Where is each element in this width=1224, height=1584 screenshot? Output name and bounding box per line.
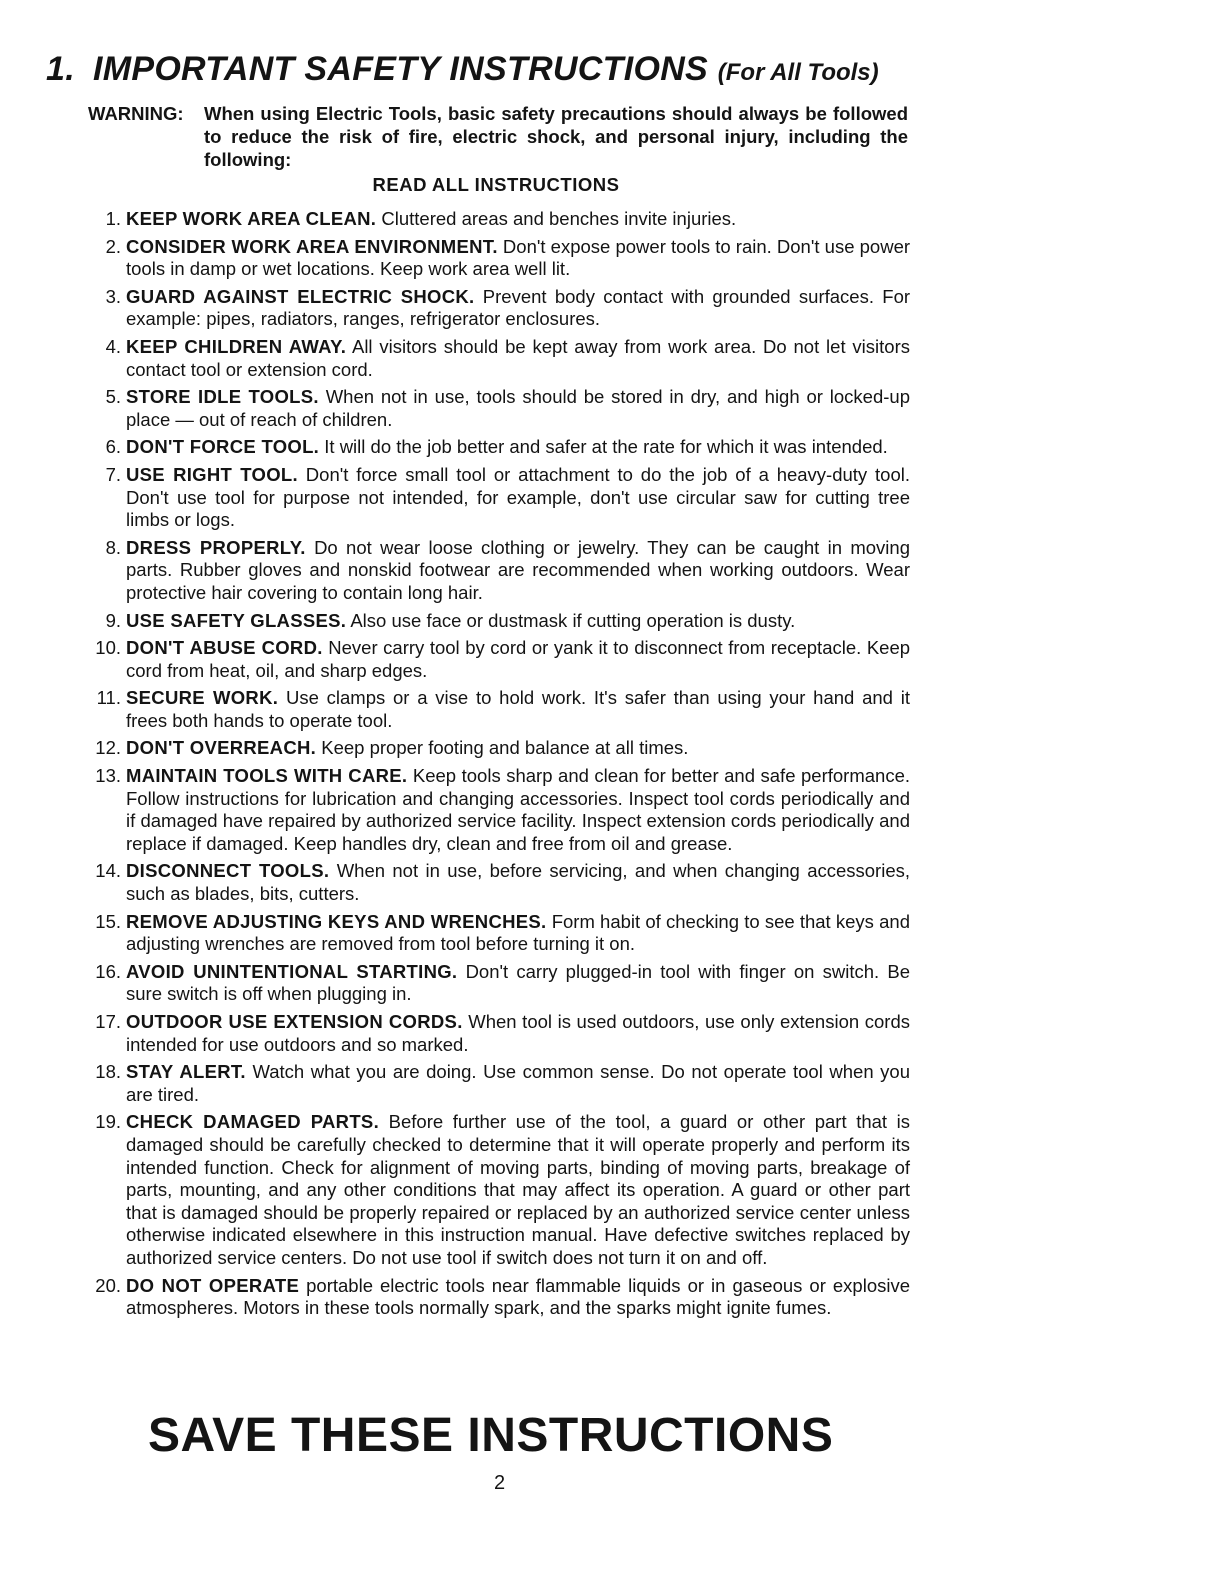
- rule-keyword: DRESS PROPERLY.: [126, 536, 306, 558]
- rule-number: 12.: [95, 737, 121, 759]
- rule-text: Cluttered areas and benches invite injuries.: [381, 208, 737, 229]
- rule-item: [80, 610, 910, 633]
- rule-item: [80, 1061, 910, 1106]
- warning-label: WARNING:: [88, 103, 184, 124]
- rule-keyword: KEEP CHILDREN AWAY.: [126, 335, 347, 357]
- rule-keyword: GUARD AGAINST ELECTRIC SHOCK.: [126, 285, 475, 307]
- rule-text: Do not wear loose clothing or jewelry. They can be caught in moving parts. Rubber gloves and nonskid footwear are recommended when working outdoors. Wear protective hair covering to contain long hair.: [126, 536, 911, 603]
- rule-text: Never carry tool by cord or yank it to disconnect from receptacle. Keep cord from heat, oil, and sharp edges.: [126, 637, 911, 681]
- rule-item: [80, 286, 910, 331]
- rule-number: 11.: [96, 687, 121, 709]
- rule-number: 18.: [95, 1061, 121, 1083]
- rule-keyword: MAINTAIN TOOLS WITH CARE.: [126, 765, 408, 787]
- rule-text: portable electric tools near flammable liquids or in gaseous or explosive atmospheres. Motors in these tools normally spark, and the sparks might ignite fumes.: [126, 1274, 911, 1319]
- rule-item: [80, 1011, 910, 1056]
- rule-text: Watch what you are doing. Use common sense. Do not operate tool when you are tired.: [126, 1061, 911, 1105]
- rule-text: When not in use, tools should be stored in dry, and high or locked-up place — out of reach of children.: [126, 386, 910, 430]
- rule-keyword: USE RIGHT TOOL.: [126, 463, 298, 485]
- rule-text: All visitors should be kept away from work area. Do not let visitors contact tool or extension cord.: [126, 335, 910, 380]
- page-number: 2: [494, 1472, 506, 1494]
- rule-number: 7.: [105, 463, 121, 485]
- rule-item: [80, 1275, 910, 1320]
- rule-text: Also use face or dustmask if cutting operation is dusty.: [350, 609, 796, 631]
- rule-keyword: REMOVE ADJUSTING KEYS AND WRENCHES.: [126, 910, 547, 932]
- rule-keyword: OUTDOOR USE EXTENSION CORDS.: [126, 1011, 463, 1032]
- rule-number: 8.: [105, 536, 121, 558]
- rule-number: 4.: [105, 335, 121, 357]
- rule-keyword: KEEP WORK AREA CLEAN.: [126, 208, 377, 229]
- warning-block: [88, 102, 908, 171]
- section-subtitle: (For All Tools): [717, 59, 879, 86]
- rule-item: [80, 208, 910, 231]
- rule-number: 19.: [95, 1111, 121, 1133]
- rule-text: It will do the job better and safer at the rate for which it was intended.: [324, 436, 888, 458]
- rule-text: Don't expose power tools to rain. Don't use power tools in damp or wet locations. Keep work area well lit.: [126, 235, 911, 280]
- rule-item: [80, 860, 910, 905]
- rule-item: [80, 737, 910, 760]
- rule-number: 13.: [95, 765, 121, 787]
- rule-keyword: DON'T OVERREACH.: [126, 737, 317, 759]
- rule-item: [80, 687, 910, 732]
- rule-number: 15.: [95, 910, 121, 932]
- rule-number: 5.: [105, 386, 121, 408]
- rule-text: Prevent body contact with grounded surfaces. For example: pipes, radiators, ranges, refrigerator enclosures.: [126, 285, 911, 330]
- rule-text: Don't carry plugged-in tool with finger on switch. Be sure switch is off when plugging in.: [126, 960, 910, 1005]
- rule-text: Keep tools sharp and clean for better and safe performance. Follow instructions for lubrication and changing accessories. Inspect tool cords periodically and if damaged have repaired by authorized service facility. Inspect extension cords periodically and replace if damaged. Keep handles dry, clean and free from oil and grease.: [126, 765, 911, 854]
- rule-number: 17.: [95, 1011, 121, 1032]
- rule-item: [80, 1111, 910, 1269]
- rule-number: 6.: [105, 436, 121, 458]
- rule-item: [80, 336, 910, 381]
- rule-number: 20.: [95, 1274, 121, 1296]
- rule-keyword: DO NOT OPERATE: [126, 1274, 300, 1296]
- rule-text: Form habit of checking to see that keys and adjusting wrenches are removed from tool before turning it on.: [126, 910, 910, 955]
- rule-item: [80, 386, 910, 431]
- rule-item: [80, 637, 910, 682]
- rule-text: Keep proper footing and balance at all times.: [321, 737, 689, 759]
- rule-item: [80, 911, 910, 956]
- rule-number: 14.: [95, 860, 121, 882]
- rule-keyword: DON'T ABUSE CORD.: [126, 637, 323, 659]
- section-number: 1.: [46, 50, 75, 88]
- section-title: IMPORTANT SAFETY INSTRUCTIONS: [92, 50, 709, 88]
- rule-number: 10.: [95, 637, 121, 659]
- rule-keyword: DISCONNECT TOOLS.: [126, 860, 330, 882]
- rule-keyword: USE SAFETY GLASSES.: [126, 609, 347, 631]
- safety-rules-list: [80, 208, 910, 1325]
- rule-keyword: AVOID UNINTENTIONAL STARTING.: [126, 960, 458, 982]
- rule-item: [80, 537, 910, 605]
- rule-item: [80, 236, 910, 281]
- rule-keyword: CHECK DAMAGED PARTS.: [126, 1111, 380, 1133]
- rule-number: 16.: [95, 960, 121, 982]
- rule-number: 1.: [105, 208, 121, 229]
- warning-text: When using Electric Tools, basic safety precautions should always be followed to reduce the risk of fire, electric shock, and personal injury, including the following:: [204, 103, 908, 170]
- rule-text: Use clamps or a vise to hold work. It's safer than using your hand and it frees both hands to operate tool.: [126, 687, 910, 731]
- rule-text: When tool is used outdoors, use only extension cords intended for use outdoors and so marked.: [126, 1011, 910, 1055]
- rule-item: [80, 765, 910, 855]
- rule-keyword: DON'T FORCE TOOL.: [126, 436, 320, 458]
- rule-number: 9.: [105, 609, 121, 631]
- rule-item: [80, 961, 910, 1006]
- rule-text: Before further use of the tool, a guard or other part that is damaged should be carefully checked to determine that it will operate properly and perform its intended function. Check for alignment of moving parts, binding of moving parts, breakage of parts, mounting, and any other conditions that may affect its operation. A guard or other part that is damaged should be properly repaired or replaced by an authorized service center unless otherwise indicated elsewhere in this instruction manual. Have defective switches replaced by authorized service centers. Do not use tool if switch does not turn it on and off.: [126, 1111, 911, 1268]
- rule-text: Don't force small tool or attachment to do the job of a heavy-duty tool. Don't use tool for purpose not intended, for example, don't use circular saw for cutting tree limbs or logs.: [126, 463, 910, 531]
- rule-keyword: SECURE WORK.: [126, 687, 279, 709]
- rule-number: 2.: [105, 235, 121, 257]
- rule-keyword: STAY ALERT.: [126, 1061, 246, 1083]
- read-all-instructions: READ ALL INSTRUCTIONS: [372, 174, 620, 195]
- save-instructions-banner: SAVE THESE INSTRUCTIONS: [148, 1409, 834, 1462]
- rule-keyword: CONSIDER WORK AREA ENVIRONMENT.: [126, 235, 498, 257]
- section-heading: [46, 50, 879, 89]
- rule-number: 3.: [105, 285, 121, 307]
- rule-text: When not in use, before servicing, and when changing accessories, such as blades, bits, cutters.: [126, 860, 911, 905]
- rule-item: [80, 436, 910, 459]
- rule-keyword: STORE IDLE TOOLS.: [126, 386, 319, 408]
- rule-item: [80, 464, 910, 532]
